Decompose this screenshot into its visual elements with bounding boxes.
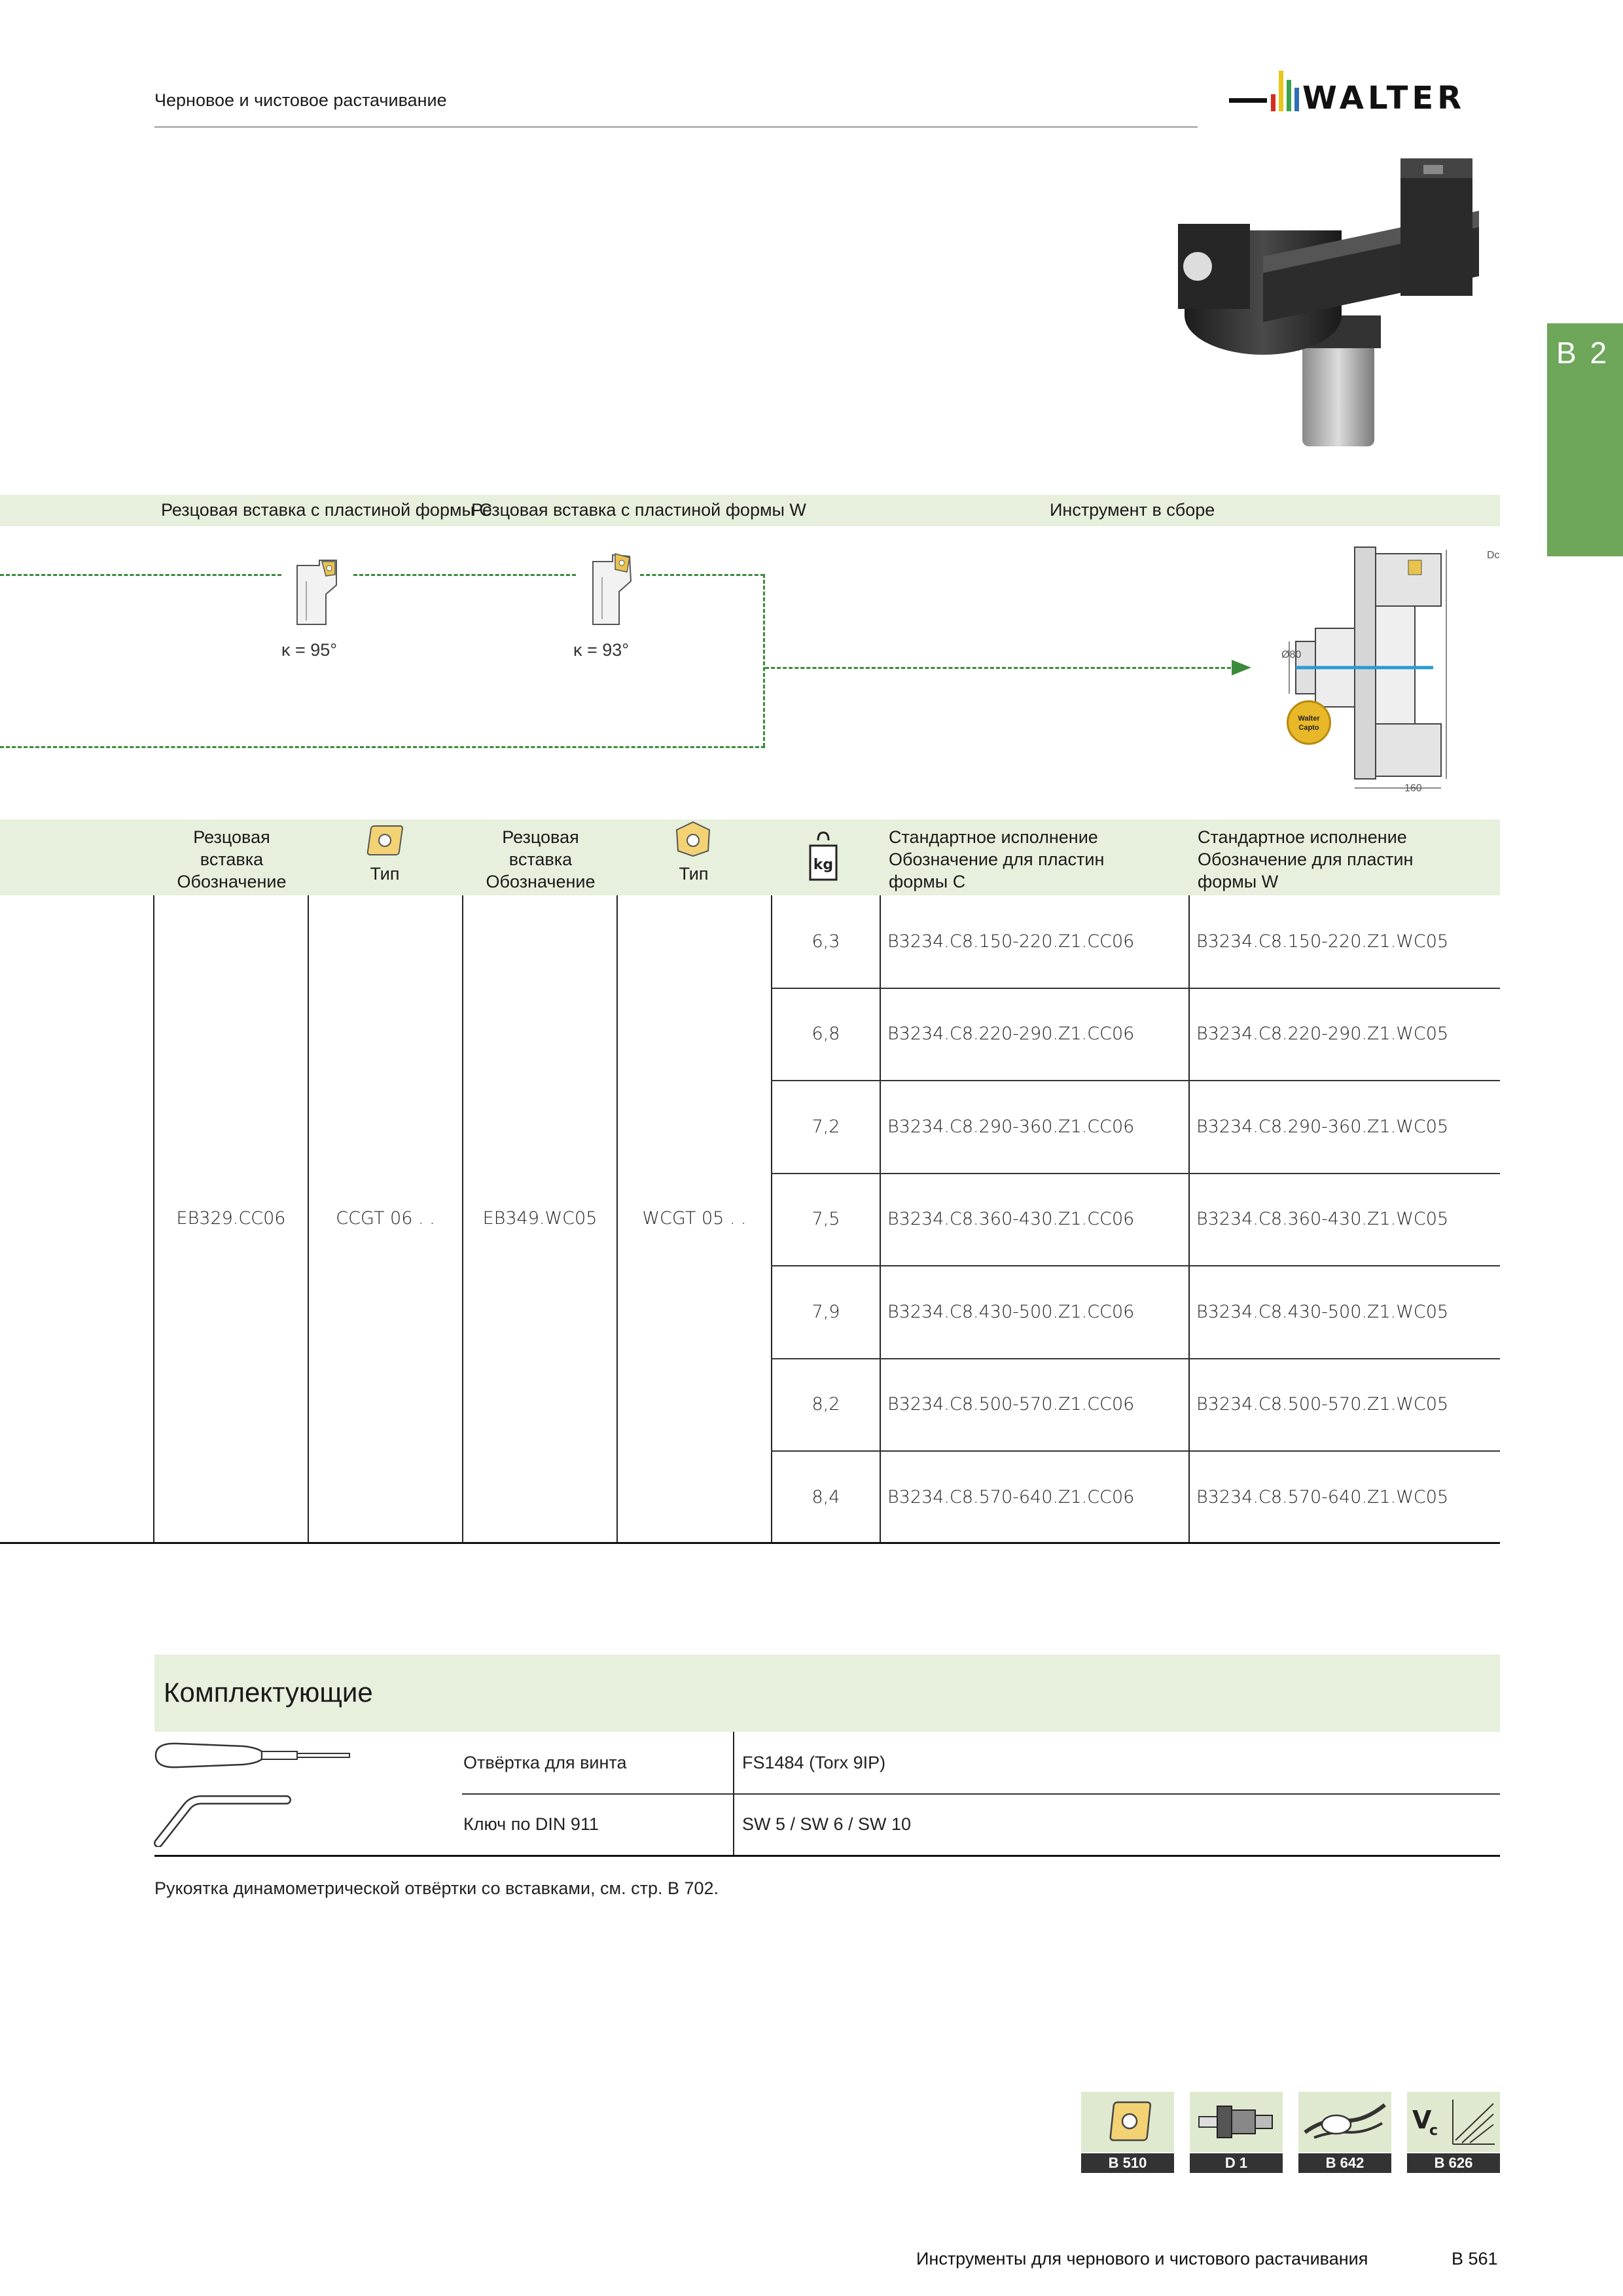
hex-key-icon	[152, 1787, 296, 1847]
insert-holder-w-icon	[584, 551, 635, 627]
kappa-w: κ = 93°	[573, 640, 630, 660]
ccgt-insert-icon	[365, 823, 403, 857]
walter-logo	[1229, 60, 1501, 126]
order-code-w: B3234.C8.500-570.Z1.WC05	[1196, 1394, 1449, 1415]
order-code-c: B3234.C8.290-360.Z1.CC06	[887, 1116, 1135, 1137]
page-number: B 561	[1452, 2249, 1498, 2269]
dashed-connector	[763, 574, 765, 747]
weight-value: 8,2	[812, 1394, 840, 1415]
cutting-speed-icon	[1407, 2092, 1500, 2152]
order-code-c: B3234.C8.500-570.Z1.CC06	[887, 1394, 1135, 1415]
weight-value: 6,8	[812, 1024, 840, 1045]
ref-box-b510[interactable]	[1081, 2092, 1174, 2173]
chapter-tab	[1547, 323, 1623, 556]
label-insert-w: Резцовая вставка с пластиной формы W	[471, 500, 806, 520]
order-code-w: B3234.C8.150-220.Z1.WC05	[1196, 931, 1449, 952]
weight-value: 7,2	[812, 1116, 840, 1137]
insert-w-type: WCGT 05 . .	[642, 1208, 747, 1229]
accessories-title: Комплектующие	[164, 1677, 373, 1708]
th-std-c: Стандартное исполнение Обозначение для пластин формы C	[889, 827, 1105, 891]
th-type-c: Тип	[370, 864, 400, 884]
label-assembled: Инструмент в сборе	[1050, 500, 1215, 520]
kappa-c: κ = 95°	[281, 640, 338, 660]
insert-icon	[1081, 2092, 1174, 2152]
order-code-w: B3234.C8.430-500.Z1.WC05	[1196, 1301, 1449, 1322]
order-code-c: B3234.C8.430-500.Z1.CC06	[887, 1301, 1135, 1322]
brand-name: WALTER	[1302, 80, 1466, 117]
insert-w-code: EB349.WC05	[482, 1208, 597, 1229]
accessories-note: Рукоятка динамометрической отвёртки со вставками, см. стр. B 702.	[154, 1878, 719, 1898]
capto-badge: Walter Capto	[1287, 700, 1331, 745]
row-divider	[771, 1173, 1500, 1174]
dashed-connector	[640, 574, 764, 576]
order-code-w: B3234.C8.220-290.Z1.WC05	[1196, 1024, 1449, 1045]
ref-label: B 642	[1298, 2153, 1391, 2173]
weight-value: 7,9	[812, 1301, 840, 1322]
assembled-tool-drawing	[1270, 537, 1486, 798]
insert-holder-c-icon	[293, 555, 340, 627]
th-std-w: Стандартное исполнение Обозначение для пластин формы W	[1198, 827, 1414, 891]
order-code-w: B3234.C8.570-640.Z1.WC05	[1196, 1486, 1449, 1507]
tool-photo	[1165, 152, 1505, 479]
weight-value: 7,5	[812, 1209, 840, 1230]
accessory-value-key: SW 5 / SW 6 / SW 10	[742, 1814, 912, 1834]
dashed-connector	[0, 574, 281, 576]
tool-holder-icon	[1190, 2092, 1283, 2152]
header-divider	[154, 126, 1198, 128]
order-code-c: B3234.C8.220-290.Z1.CC06	[887, 1024, 1135, 1045]
th-insert-c: Резцовая вставка Обозначение	[177, 827, 287, 891]
svg-text:V: V	[1412, 2106, 1432, 2134]
order-code-c: B3234.C8.150-220.Z1.CC06	[887, 931, 1135, 952]
row-divider	[771, 988, 1500, 989]
ref-label: B 510	[1081, 2153, 1174, 2173]
drill-hand-icon	[1298, 2092, 1391, 2152]
dim-diameter: Ø80	[1281, 649, 1302, 660]
weight-icon	[806, 829, 840, 884]
insert-c-type: CCGT 06 . .	[336, 1208, 435, 1229]
accessory-name-screwdriver: Отвёртка для винта	[463, 1753, 627, 1772]
wcgt-insert-icon	[673, 819, 713, 857]
ref-box-b626[interactable]	[1407, 2092, 1500, 2173]
ref-label: B 626	[1407, 2153, 1500, 2173]
order-code-c: B3234.C8.570-640.Z1.CC06	[887, 1486, 1135, 1507]
th-insert-w: Резцовая вставка Обозначение	[486, 827, 596, 891]
screwdriver-icon	[152, 1737, 355, 1774]
order-code-w: B3234.C8.360-430.Z1.WC05	[1196, 1209, 1449, 1230]
footer-title: Инструменты для чернового и чистового растачивания	[916, 2249, 1368, 2269]
dashed-connector	[353, 574, 576, 576]
accessory-name-key: Ключ по DIN 911	[463, 1814, 599, 1834]
weight-value: 8,4	[812, 1486, 840, 1507]
ref-box-d1[interactable]	[1190, 2092, 1283, 2173]
dim-dc: Dc	[1487, 550, 1500, 561]
arrow-right-icon	[1232, 658, 1253, 677]
order-code-c: B3234.C8.360-430.Z1.CC06	[887, 1209, 1135, 1230]
svg-text:c: c	[1429, 2123, 1438, 2139]
accessory-value-screwdriver: FS1484 (Torx 9IP)	[742, 1753, 886, 1772]
section-title: Черновое и чистовое растачивание	[154, 90, 447, 110]
insert-c-code: EB329.CC06	[176, 1208, 286, 1229]
row-divider	[771, 1450, 1500, 1452]
ref-label: D 1	[1190, 2153, 1283, 2173]
row-divider	[771, 1358, 1500, 1359]
svg-text:kg: kg	[813, 857, 834, 873]
row-divider	[771, 1080, 1500, 1081]
order-code-w: B3234.C8.290-360.Z1.WC05	[1196, 1116, 1449, 1137]
chapter-tab-label: B 2	[1556, 336, 1610, 370]
th-type-w: Тип	[679, 864, 709, 884]
row-divider	[771, 1265, 1500, 1266]
ref-box-b642[interactable]	[1298, 2092, 1391, 2173]
dashed-connector	[765, 667, 1243, 669]
label-insert-c: Резцовая вставка с пластиной формы C	[161, 500, 492, 520]
dashed-connector	[0, 746, 765, 748]
weight-value: 6,3	[812, 931, 840, 952]
dim-length: 160	[1404, 783, 1422, 794]
